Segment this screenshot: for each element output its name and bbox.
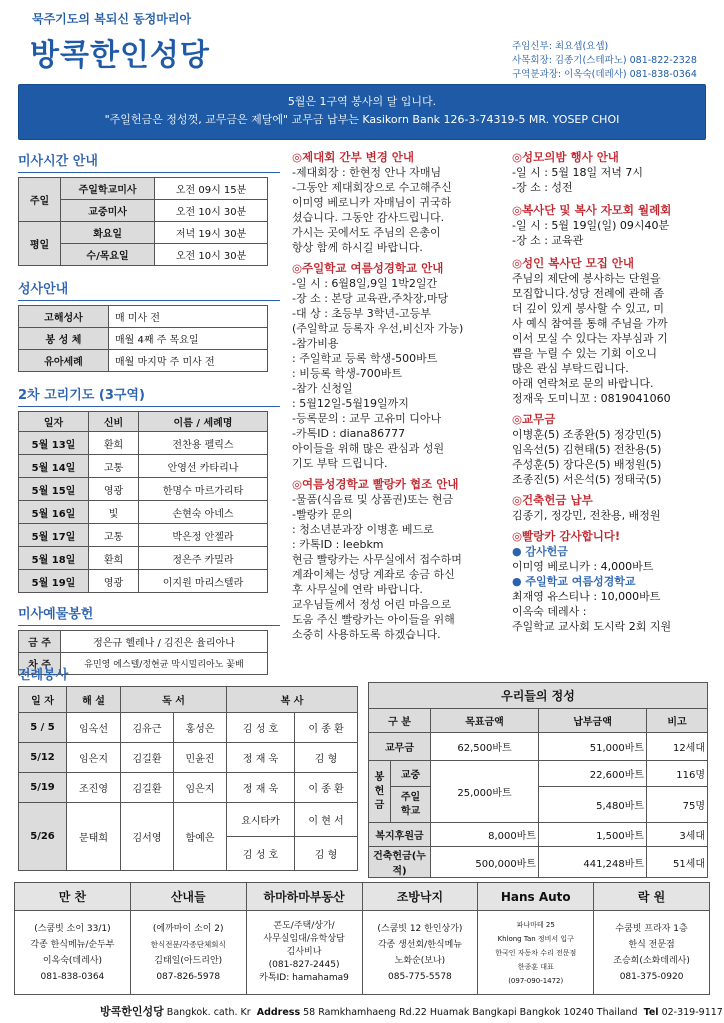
text-line: 수쿰빗 프라자 1층: [615, 923, 688, 934]
offering-label: 교중: [391, 761, 431, 787]
mass-name: 화요일: [61, 222, 155, 244]
ads-section: [14, 882, 710, 995]
liturgy-cell: 김서영: [121, 803, 174, 871]
staff-district: 구역분과장: 이옥숙(데레사) 081-838-0364: [512, 69, 697, 80]
text-line: 기도 부탁 드립니다.: [292, 457, 388, 470]
rosary-date: 5월 15일: [19, 478, 89, 501]
ad-name: 하마하마부동산: [246, 883, 362, 911]
mass-group: 주일: [19, 178, 61, 222]
mass-name: 주일학교미사: [61, 178, 155, 200]
offering-header: 납부금액: [539, 709, 647, 733]
sacrament-desc: 매월 마지막 주 미사 전: [109, 350, 268, 372]
mass-time: 오전 10시 30분: [155, 244, 268, 266]
text-line: 김종기, 정강민, 전찬용, 배정원: [512, 509, 661, 522]
text-line: 주님의 제단에 봉사하는 단원을: [512, 272, 661, 285]
sacrament-table: [18, 305, 268, 372]
rosary-date: 5월 19일: [19, 570, 89, 593]
text-line: 이미영 베로니카 : 4,000바트: [512, 560, 654, 573]
offering-label: 주일 학교: [391, 787, 431, 823]
mass-time: 오전 09시 15분: [155, 178, 268, 200]
text-line: -장 소 : 교육관: [512, 234, 584, 247]
text-line: 현금 빨랑카는 사무실에서 접수하며: [292, 553, 462, 566]
offering-note: 75명: [647, 787, 708, 823]
mass-group: 평일: [19, 222, 61, 266]
rosary-name: 박은정 안젤라: [139, 524, 268, 547]
text-line: 쁨을 누릴 수 있는 기회 이오니: [512, 347, 657, 360]
liturgy-cell: 문태희: [67, 803, 121, 871]
text-line: 교우님들께서 정성 어린 마음으로: [292, 598, 452, 611]
offering-title: 우리들의 정성: [369, 683, 708, 709]
text-line: 모집합니다.성당 전례에 관해 좀: [512, 287, 665, 300]
offering-paid: 1,500바트: [539, 823, 647, 847]
text-line: 계좌이체는 성당 계좌로 송금 하신: [292, 568, 455, 581]
text-line: 많은 관심 부탁드립니다.: [512, 362, 629, 375]
rosary-name: 한명수 마르가리타: [139, 478, 268, 501]
offering-header: 목표금액: [431, 709, 539, 733]
ad-details: [130, 911, 246, 995]
offering-note: 12세대: [647, 733, 708, 761]
rosary-header: 일자: [19, 412, 89, 432]
offering-paid: 441,248바트: [539, 847, 647, 878]
text-line: : 주일학교 등록 학생-500바트: [292, 352, 438, 365]
rosary-header: 이름 / 세례명: [139, 412, 268, 432]
staff-president: 사목회장: 김종기(스테파노) 081-822-2328: [512, 55, 697, 66]
liturgy-date: 5/12: [19, 743, 67, 773]
section-heading: ◎주일학교 여름성경학교 안내: [292, 261, 444, 275]
text-line: 콘도/주택/상가/: [273, 921, 335, 931]
text-line: (주일학교 등록자 우선,비신자 가능): [292, 322, 464, 335]
footer-address: 58 Ramkhamhaeng Rd.22 Huamak Bangkapi Bangkok 10240 Thailand: [303, 1007, 638, 1018]
liturgy-header: 독 서: [121, 687, 227, 713]
sacrament-desc: 매 미사 전: [109, 306, 268, 328]
rosary-title: 2차 고리기도 (3구역): [18, 388, 145, 403]
text-line: 파나마테 25: [516, 920, 555, 929]
liturgy-cell: 김유근: [121, 713, 174, 743]
liturgy-section: [18, 664, 358, 871]
text-line: 김태일(아드리안): [154, 955, 223, 966]
text-line: 항상 함께 하시길 바랍니다.: [292, 241, 423, 254]
text-line: 조승희(소화데레사): [613, 955, 690, 966]
text-line: 한종훈 대표: [517, 962, 554, 971]
text-line: -일 시 : 5월 19일(일) 09시40분: [512, 219, 670, 232]
mass-table: [18, 177, 268, 266]
text-line: 카톡ID: hamahama9: [259, 973, 349, 983]
text-line: 소중히 사용하도록 하겠습니다.: [292, 628, 441, 641]
liturgy-cell: 김길환: [121, 743, 174, 773]
liturgy-cell: 임은지: [67, 743, 121, 773]
liturgy-table: [18, 686, 358, 871]
text-line: 085-775-5578: [388, 971, 452, 982]
flowers-names: 정은규 헬레나 / 김진은 율리아나: [61, 631, 268, 653]
staff-priest: 주임신부: 최요셉(요셉): [512, 41, 609, 52]
section-heading: ◎제대회 간부 변경 안내: [292, 150, 415, 164]
ad-name: 조방낙지: [362, 883, 478, 911]
flowers-week: 금 주: [19, 631, 61, 653]
text-line: -빨랑카 문의: [292, 508, 353, 521]
text-line: 조종진(5) 서은석(5) 정태국(5): [512, 473, 662, 486]
rosary-date: 5월 13일: [19, 432, 89, 455]
liturgy-cell: 이 종 환: [295, 773, 358, 803]
rosary-mystery: 영광: [89, 570, 139, 593]
text-line: : 청소년분과장 이병훈 베드로: [292, 523, 434, 536]
offering-target: 25,000바트: [431, 761, 539, 823]
footer-tel-label: Tel: [643, 1007, 659, 1018]
middle-column: [292, 150, 502, 642]
ad-name: 만 찬: [15, 883, 131, 911]
text-line: 각종 한식메뉴/순두부: [30, 939, 115, 950]
footer-eng: Bangkok. cath. Kr: [166, 1007, 251, 1018]
liturgy-cell: 김 형: [295, 837, 358, 871]
sacrament-title: 성사안내: [18, 282, 69, 297]
rosary-mystery: 환희: [89, 547, 139, 570]
sacrament-desc: 매월 4째 주 목요일: [109, 328, 268, 350]
page-footer: [100, 1003, 723, 1019]
section-heading: ◎교무금: [512, 412, 556, 426]
offering-label: 복지후원금: [369, 823, 431, 847]
section-heading: ◎여름성경학교 빨랑카 협조 안내: [292, 477, 459, 491]
offering-paid: 5,480바트: [539, 787, 647, 823]
text-line: 한국인 자동차 수리 전문점: [495, 948, 577, 957]
text-line: -장 소 : 성전: [512, 181, 573, 194]
text-line: -참가 신청일: [292, 382, 353, 395]
section-heading: ◎건축헌금 납부: [512, 493, 593, 507]
ad-details: [478, 911, 594, 995]
liturgy-cell: 정 재 욱: [227, 743, 295, 773]
text-line: -참가비용: [292, 337, 339, 350]
text-line: 주일학교 교사회 도시락 2회 지원: [512, 620, 672, 633]
sacrament-name: 고해성사: [19, 306, 109, 328]
text-line: -제대회장 : 한현정 안나 자매님: [292, 166, 442, 179]
text-line: (에까마이 소이 2): [152, 923, 224, 934]
offering-target: 500,000바트: [431, 847, 539, 878]
liturgy-header: 해 설: [67, 687, 121, 713]
rosary-mystery: 빛: [89, 501, 139, 524]
text-line: 더 깊이 있게 봉사할 수 있고, 미: [512, 302, 664, 315]
ad-name: Hans Auto: [478, 883, 594, 911]
ad-details: [594, 911, 710, 995]
text-line: 주성훈(5) 장다은(5) 배정원(5): [512, 458, 662, 471]
text-line: 이병훈(5) 조종완(5) 정강민(5): [512, 428, 662, 441]
notice-line-1: 5월은 1구역 봉사의 달 입니다.: [287, 95, 437, 108]
subheading: ● 감사헌금: [512, 545, 568, 558]
offering-header: 구 분: [369, 709, 431, 733]
liturgy-cell: 홍성은: [174, 713, 227, 743]
rosary-name: 정은주 카밀라: [139, 547, 268, 570]
text-line: 가시는 곳에서도 주님의 은총이: [292, 226, 441, 239]
footer-name: 방콕한인성당: [100, 1005, 164, 1018]
text-line: 이옥숙(데레사): [42, 955, 102, 966]
right-column: [512, 150, 712, 634]
offering-paid: 51,000바트: [539, 733, 647, 761]
text-line: 임옥선(5) 김현태(5) 전찬용(5): [512, 443, 662, 456]
rosary-name: 전찬용 펠릭스: [139, 432, 268, 455]
parish-title: 방콕한인성당: [30, 38, 210, 73]
sacrament-name: 봉 성 체: [19, 328, 109, 350]
offering-target: 8,000바트: [431, 823, 539, 847]
section-heading: ◎성인 복사단 모집 안내: [512, 256, 635, 270]
offering-header: 비고: [647, 709, 708, 733]
rosary-date: 5월 18일: [19, 547, 89, 570]
rosary-table: [18, 411, 268, 593]
liturgy-cell: 함예은: [174, 803, 227, 871]
staff-info: [512, 40, 712, 82]
flowers-week: 차 주: [19, 653, 61, 675]
text-line: : 비등록 학생-700바트: [292, 367, 403, 380]
offering-section: [368, 682, 708, 878]
text-line: 각종 생선회/한식메뉴: [377, 939, 462, 950]
liturgy-cell: 김길환: [121, 773, 174, 803]
liturgy-date: 5/26: [19, 803, 67, 871]
offering-note: 116명: [647, 761, 708, 787]
rosary-name: 손현숙 아네스: [139, 501, 268, 524]
ad-details: [362, 911, 478, 995]
footer-address-label: Address: [256, 1007, 301, 1018]
text-line: 아이들을 위해 많은 관심과 성원: [292, 442, 445, 455]
text-line: -그동안 제대회장으로 수고해주신: [292, 181, 452, 194]
liturgy-cell: 정 재 욱: [227, 773, 295, 803]
section-body: [292, 165, 502, 255]
rosary-mystery: 고통: [89, 455, 139, 478]
text-line: 이서 모실 수 있다는 자부심과 기: [512, 332, 668, 345]
text-line: (스쿰빗 소이 33/1): [34, 923, 111, 934]
liturgy-cell: 이 종 환: [295, 713, 358, 743]
offering-note: 51세대: [647, 847, 708, 878]
text-line: 김사비나: [286, 947, 322, 957]
liturgy-cell: 임옥선: [67, 713, 121, 743]
subheading: ● 주일학교 여름성경학교: [512, 575, 636, 588]
ad-details: [246, 911, 362, 995]
text-line: : 카톡ID : leebkm: [292, 538, 384, 551]
text-line: 셨습니다. 그동안 감사드립니다.: [292, 211, 445, 224]
section-body: [292, 276, 502, 471]
liturgy-cell: 임은지: [174, 773, 227, 803]
text-line: 최재영 유스티나 : 10,000바트: [512, 590, 661, 603]
liturgy-cell: 김 성 호: [227, 713, 295, 743]
mass-time: 오전 10시 30분: [155, 200, 268, 222]
rosary-header: 신비: [89, 412, 139, 432]
text-line: -장 소 : 본당 교육관,주차장,마당: [292, 292, 449, 305]
text-line: 도움 주신 빨랑카는 아이들을 위해: [292, 613, 455, 626]
sacrament-name: 유아세례: [19, 350, 109, 372]
liturgy-title: 전례봉사: [18, 668, 69, 683]
text-line: 087-826-5978: [156, 971, 221, 982]
text-line: (스쿰빗 12 한인상가): [377, 923, 463, 934]
offering-paid: 22,600바트: [539, 761, 647, 787]
text-line: : 5월12일-5월19일까지: [292, 397, 409, 410]
liturgy-date: 5 / 5: [19, 713, 67, 743]
notice-banner: [18, 84, 706, 140]
section-heading: ◎성모의밤 행사 안내: [512, 150, 619, 164]
mass-title: 미사시간 안내: [18, 154, 98, 169]
text-line: -등록문의 : 교무 고유미 디아나: [292, 412, 442, 425]
text-line: 081-838-0364: [40, 971, 105, 982]
text-line: 사무실임대/유학상담: [263, 934, 345, 944]
rosary-name: 이지원 마리스텔라: [139, 570, 268, 593]
rosary-date: 5월 17일: [19, 524, 89, 547]
text-line: Khlong Tan 정비서 입구: [497, 934, 574, 943]
offering-target: 62,500바트: [431, 733, 539, 761]
text-line: 아래 연락처로 문의 바랍니다.: [512, 377, 654, 390]
text-line: (081-827-2445): [268, 960, 340, 970]
flowers-names: 유민영 에스텔/정현균 막시밀리아노 꽃배: [61, 653, 268, 675]
rosary-name: 안영선 카타리나: [139, 455, 268, 478]
text-line: 정재욱 도미니꼬 : 0819041060: [512, 392, 671, 405]
rosary-mystery: 고통: [89, 524, 139, 547]
left-column: [18, 150, 280, 675]
liturgy-cell: 요시타카: [227, 803, 295, 837]
text-line: -카톡ID : diana86777: [292, 427, 406, 440]
mass-name: 수/목요일: [61, 244, 155, 266]
ad-details: [15, 911, 131, 995]
text-line: 081-375-0920: [619, 971, 684, 982]
footer-tel: 02-319-9117: [661, 1007, 723, 1018]
parish-subtitle: 묵주기도의 복되신 동정마리아: [32, 12, 192, 26]
offering-table: [368, 682, 708, 878]
offering-note: 3세대: [647, 823, 708, 847]
text-line: 후 사무실에 연락 바랍니다.: [292, 583, 423, 596]
text-line: 노화순(보나): [394, 955, 446, 966]
text-line: -일 시 : 5월 18일 저녁 7시: [512, 166, 644, 179]
ad-name: 산내들: [130, 883, 246, 911]
liturgy-cell: 김 성 호: [227, 837, 295, 871]
mass-time: 저녁 19시 30분: [155, 222, 268, 244]
ad-name: 락 원: [594, 883, 710, 911]
liturgy-cell: 조진영: [67, 773, 121, 803]
text-line: 이옥숙 데레사 :: [512, 605, 587, 618]
section-heading: ◎빨랑카 감사합니다!: [512, 529, 621, 543]
text-line: 한식 전문점: [628, 939, 675, 950]
offering-group: 봉 헌 금: [369, 761, 391, 823]
ads-table: [14, 882, 710, 995]
text-line: 사 예식 참여를 통해 주님을 가까: [512, 317, 668, 330]
liturgy-header: 일 자: [19, 687, 67, 713]
text-line: (097-090-1472): [508, 976, 564, 985]
liturgy-date: 5/19: [19, 773, 67, 803]
mass-name: 교중미사: [61, 200, 155, 222]
rosary-mystery: 환희: [89, 432, 139, 455]
section-heading: ◎복사단 및 복사 자모회 월례회: [512, 203, 672, 217]
flowers-title: 미사예물봉헌: [18, 607, 94, 622]
offering-label: 교무금: [369, 733, 431, 761]
liturgy-header: 복 사: [227, 687, 358, 713]
rosary-date: 5월 14일: [19, 455, 89, 478]
rosary-date: 5월 16일: [19, 501, 89, 524]
notice-line-2: "주일헌금은 정성껏, 교무금은 제달에" 교무금 납부는 Kasikorn Bank 126-3-74319-5 MR. YOSEP CHOI: [104, 113, 620, 126]
liturgy-cell: 김 형: [295, 743, 358, 773]
liturgy-cell: 민윤진: [174, 743, 227, 773]
text-line: 한식전문/각종단체회식: [150, 939, 226, 949]
text-line: -대 상 : 초등부 3학년-고등부: [292, 307, 431, 320]
text-line: -일 시 : 6월8일,9일 1박2일간: [292, 277, 438, 290]
text-line: 이미영 베로니카 자매님이 귀국하: [292, 196, 452, 209]
section-body: [292, 492, 502, 642]
text-line: -물품(식음료 및 상품권)또는 현금: [292, 493, 454, 506]
liturgy-cell: 이 현 서: [295, 803, 358, 837]
offering-label: 건축헌금(누적): [369, 847, 431, 878]
rosary-mystery: 영광: [89, 478, 139, 501]
